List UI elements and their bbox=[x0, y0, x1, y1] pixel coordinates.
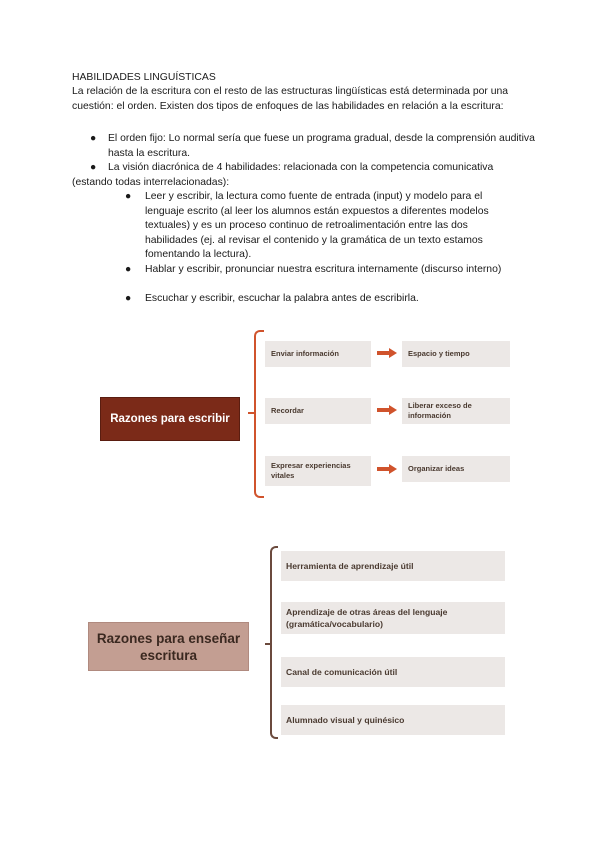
diagram2-item-box: Canal de comunicación útil bbox=[281, 657, 505, 687]
diagram1-right-box: Organizar ideas bbox=[402, 456, 510, 482]
diagram1-left-box: Expresar experiencias vitales bbox=[265, 456, 371, 486]
intro-paragraph: La relación de la escritura con el resto de las estructuras lingüísticas está determinada por una cuestión: el orden. Existen dos tipos de enfoques de las habilidades en relación a la escritura: bbox=[72, 86, 509, 112]
right-arrow-icon bbox=[377, 405, 397, 415]
bullet-item bbox=[90, 132, 538, 161]
sub-bullet-item bbox=[125, 263, 520, 278]
bullet-dot-icon: ● bbox=[125, 264, 132, 275]
bullet-dot-icon: ● bbox=[125, 191, 132, 202]
diagram2-item-box: Herramienta de aprendizaje útil bbox=[281, 551, 505, 581]
right-arrow-icon bbox=[377, 464, 397, 474]
bullet-item bbox=[72, 161, 532, 190]
bullet-text: El orden fijo: Lo normal sería que fuese un programa gradual, desde la comprensión auditiva hasta la escritura. bbox=[108, 133, 535, 159]
right-arrow-icon bbox=[377, 348, 397, 358]
section-heading: HABILIDADES LINGUÍSTICAS bbox=[72, 72, 216, 83]
sub-bullet-text: Escuchar y escribir, escuchar la palabra antes de escribirla. bbox=[145, 293, 419, 304]
diagram1-bracket bbox=[254, 330, 264, 498]
sub-bullet-text: Hablar y escribir, pronunciar nuestra escritura internamente (discurso interno) bbox=[145, 264, 502, 275]
bullet-dot-icon: ● bbox=[125, 293, 132, 304]
bullet-dot-icon: ● bbox=[90, 133, 97, 144]
sub-bullet-item bbox=[125, 292, 520, 307]
diagram2-title-box: Razones para enseñar escritura bbox=[88, 622, 249, 671]
sub-bullet-item bbox=[125, 190, 520, 263]
diagram1-right-box: Liberar exceso de información bbox=[402, 398, 510, 424]
diagram2-bracket bbox=[270, 546, 278, 739]
diagram1-right-box: Espacio y tiempo bbox=[402, 341, 510, 367]
diagram1-left-box: Enviar información bbox=[265, 341, 371, 367]
diagram1-title-box: Razones para escribir bbox=[100, 397, 240, 441]
bullet-dot-icon: ● bbox=[90, 162, 97, 173]
sub-bullet-text: Leer y escribir, la lectura como fuente de entrada (input) y modelo para el lenguaje escrito (al leer los alumnos están expuestos a diferentes modelos textuales) y es un proceso continuo de retroalimentación entre las dos habilidades (ej. al revisar el contenido y la gramática de un texto estamos fomentando la lectura). bbox=[145, 191, 489, 261]
diagram2-item-box: Aprendizaje de otras áreas del lenguaje (gramática/vocabulario) bbox=[281, 602, 505, 634]
diagram1-left-box: Recordar bbox=[265, 398, 371, 424]
bullet-text: La visión diacrónica de 4 habilidades: relacionada con la competencia comunicativa (estando todas interrelacionadas): bbox=[72, 162, 494, 188]
diagram2-item-box: Alumnado visual y quinésico bbox=[281, 705, 505, 735]
